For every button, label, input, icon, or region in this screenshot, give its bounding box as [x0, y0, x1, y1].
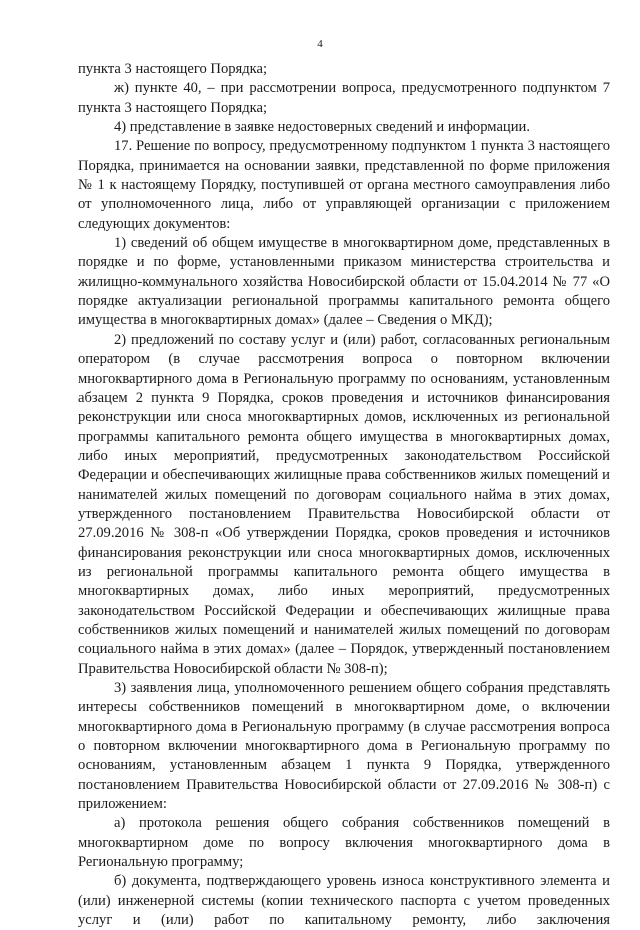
- paragraph-subitem-1: 1) сведений об общем имуществе в многоквартирном доме, представленных в порядке и по форме, установленными приказом министерства строительства и жилищно-коммунального хозяйства Новосибирской области от 15.04.2014 № 77 «О порядке актуализации региональной программы капитального ремонта общего имущества в многоквартирных домах» (далее – Сведения о МКД);: [78, 235, 610, 329]
- paragraph-subitem-a: а) протокола решения общего собрания собственников помещений в многоквартирном доме по вопросу включения многоквартирного дома в Региональную программу;: [78, 815, 610, 871]
- page-number: 4: [317, 38, 323, 50]
- document-body: [78, 60, 610, 930]
- paragraph-item-zh: ж) пункте 40, – при рассмотрении вопроса, предусмотренного подпунктом 7 пункта 3 настоящего Порядка;: [78, 80, 610, 116]
- paragraph-subitem-b: б) документа, подтверждающего уровень износа конструктивного элемента и (или) инженерной системы (копии технического паспорта с учетом проведенных услуг и (или) работ по капитальному ремонту, либо заключения: [78, 873, 610, 929]
- paragraph-clause-17: 17. Решение по вопросу, предусмотренному подпунктом 1 пункта 3 настоящего Порядка, принимается на основании заявки, представленной по форме приложения № 1 к настоящему Порядку, поступившей от органа местного самоуправления либо от уполномоченного лица, либо от управляющей организации с приложением следующих документов:: [78, 138, 610, 232]
- paragraph-item-4: 4) представление в заявке недостоверных сведений и информации.: [114, 119, 530, 136]
- paragraph-continuation: пункта 3 настоящего Порядка;: [78, 61, 268, 77]
- paragraph-subitem-3: 3) заявления лица, уполномоченного решением общего собрания представлять интересы собственников помещений в многоквартирном доме, о включении многоквартирного дома в Региональную программу (в случае рассмотрения вопроса о повторном включении многоквартирного дома в Региональную программу по основаниям, установленным абзацем 1 пункта 9 Порядка, утвержденного постановлением Правительства Новосибирской области от 27.09.2016 № 308-п) с приложением:: [78, 680, 610, 813]
- paragraph-subitem-2: 2) предложений по составу услуг и (или) работ, согласованных региональным оператором (в случае рассмотрения вопроса о повторном включении многоквартирного дома в Региональную программу по основаниям, установленным абзацем 2 пункта 9 Порядка, сроков проведения и источников финансирования реконструкции или сноса многоквартирных домов, исключенных из региональной программы капитального ремонта общего имущества в многоквартирных домах, либо иных мероприятий, предусмотренных законодательством Российской Федерации и обеспечивающих жилищные права собственников жилых помещений и нанимателей жилых помещений по договорам социального найма в этих домах, утвержденного постановлением Правительства Новосибирской области от 27.09.2016 № 308-п «Об утверждении Порядка, сроков проведения и источников финансирования реконструкции или сноса многоквартирных домов, исключенных из региональной программы капитального ремонта общего имущества в многоквартирных домах, либо иных мероприятий, предусмотренных законодательством Российской Федерации и обеспечивающих жилищные права собственников жилых помещений и нанимателей жилых помещений по договорам социального найма в этих домах» (далее – Порядок, утвержденный постановлением Правительства Новосибирской области № 308-п);: [78, 331, 610, 677]
